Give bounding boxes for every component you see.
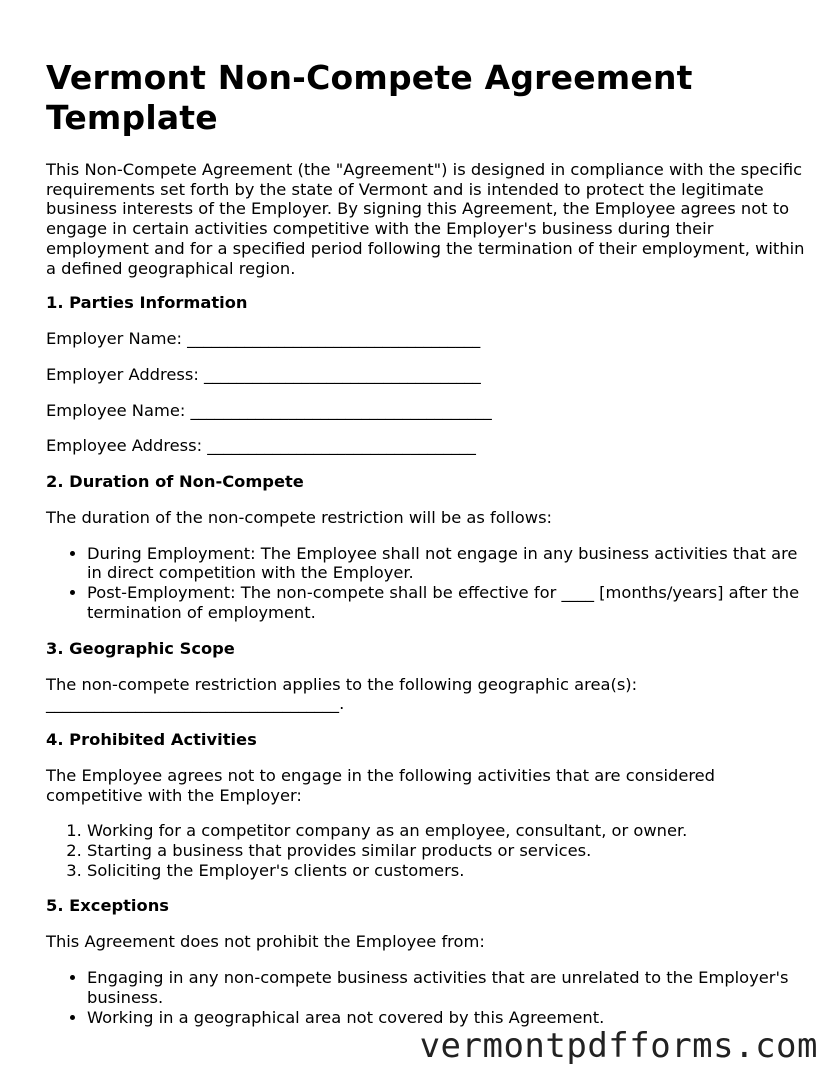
section-heading-duration: 2. Duration of Non-Compete: [46, 472, 304, 492]
list-item: • Working in a geographical area not covered by this Agreement.: [87, 1008, 806, 1028]
document-page: [46, 58, 806, 1043]
employee-name-field: Employee Name: _____________________________________: [46, 400, 492, 420]
prohibited-activities-list: [46, 821, 806, 880]
list-item: • Post-Employment: The non-compete shall be effective for ____ [months/years] after the termination of employment.: [87, 583, 806, 622]
employer-name-field: Employer Name: ____________________________________: [46, 329, 481, 349]
section-heading-prohibited-activities: 4. Prohibited Activities: [46, 729, 257, 749]
employer-address-field: Employer Address: __________________________________: [46, 364, 481, 384]
list-item: 2. Starting a business that provides similar products or services.: [87, 841, 806, 861]
duration-text: The duration of the non-compete restriction will be as follows:: [46, 508, 553, 528]
exceptions-text: This Agreement does not prohibit the Employee from:: [46, 932, 485, 952]
prohibited-activities-text: The Employee agrees not to engage in the following activities that are considered competitive with the Employer:: [46, 765, 716, 805]
section-heading-geographic-scope: 3. Geographic Scope: [46, 638, 235, 658]
intro-paragraph: This Non-Compete Agreement (the "Agreement") is designed in compliance with the specific requirements set forth by the state of Vermont and is intended to protect the legitimate business interests of the Employer. By signing this Agreement, the Employee agrees not to engage in certain activities competitive with the Employer's business during their employment and for a specified period following the termination of their employment, within a defined geographical region.: [46, 160, 805, 278]
document-title: Vermont Non-Compete Agreement Template: [46, 58, 693, 137]
list-item: • During Employment: The Employee shall not engage in any business activities that are in direct competition with the Employer.: [87, 544, 806, 583]
duration-list: [46, 544, 806, 623]
list-item: 3. Soliciting the Employer's clients or customers.: [87, 861, 806, 881]
list-item: 1. Working for a competitor company as an employee, consultant, or owner.: [87, 821, 806, 841]
section-heading-parties: 1. Parties Information: [46, 293, 248, 313]
list-item: • Engaging in any non-compete business activities that are unrelated to the Employer's business.: [87, 968, 806, 1007]
employee-address-field: Employee Address: _________________________________: [46, 436, 476, 456]
watermark: vermontpdfforms.com: [419, 1026, 818, 1066]
geographic-scope-text: The non-compete restriction applies to the following geographic area(s): ____________________________________.: [46, 674, 638, 714]
section-heading-exceptions: 5. Exceptions: [46, 896, 169, 916]
exceptions-list: [46, 968, 806, 1027]
